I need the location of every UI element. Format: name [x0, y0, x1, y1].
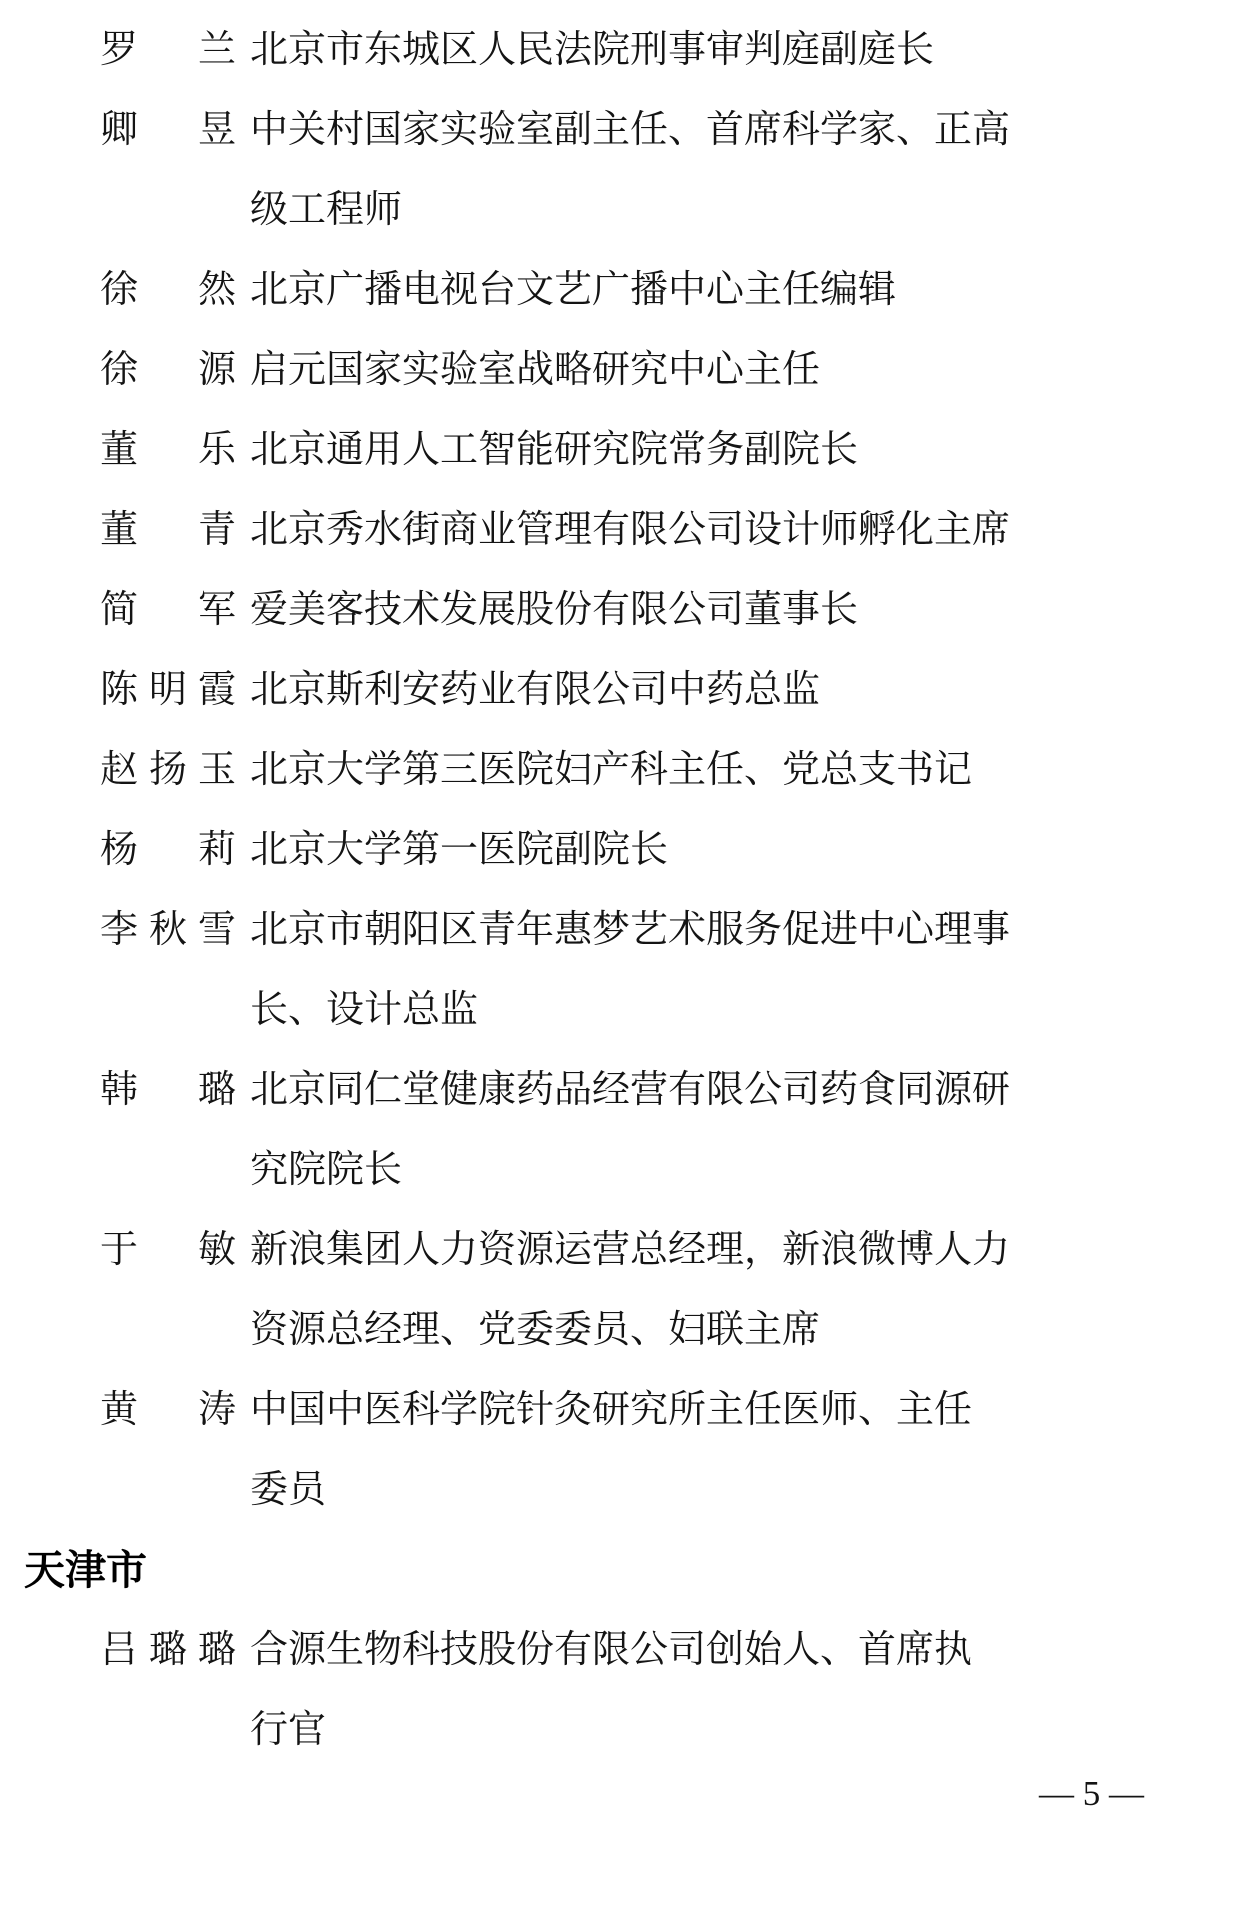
title-line: 资源总经理、党委委员、妇联主席: [250, 1309, 821, 1351]
list-item: [0, 1370, 1242, 1530]
title-line: 长、设计总监: [250, 989, 479, 1031]
title-line: 北京通用人工智能研究院常务副院长: [250, 429, 859, 471]
name-char: 然: [197, 269, 236, 311]
list-item: [0, 250, 1242, 330]
list-item: [0, 570, 1242, 650]
list-item: [0, 890, 1242, 1050]
name-char: 源: [197, 349, 236, 391]
name-char: 璐: [197, 1629, 236, 1671]
person-title: [250, 330, 820, 410]
title-line: 级工程师: [250, 189, 403, 231]
list-item: [0, 650, 1242, 730]
name-char: 杨: [100, 829, 139, 871]
list-item: [0, 1050, 1242, 1210]
title-line: 爱美客技术发展股份有限公司董事长: [250, 589, 859, 631]
name-char: 赵: [100, 749, 139, 791]
person-title: [250, 490, 1010, 570]
person-name: [100, 490, 236, 570]
list-item: [0, 730, 1242, 810]
title-line: 北京市东城区人民法院刑事审判庭副庭长: [250, 29, 935, 71]
name-char: 敏: [197, 1229, 236, 1271]
name-char: 卿: [100, 109, 139, 151]
title-line: 合源生物科技股份有限公司创始人、首席执: [250, 1629, 973, 1671]
person-name: [100, 330, 236, 410]
name-char: 秋: [148, 909, 187, 951]
name-char: 明: [148, 669, 187, 711]
name-char: 董: [100, 429, 139, 471]
title-line: 新浪集团人力资源运营总经理，新浪微博人力: [250, 1229, 1011, 1271]
person-name: [100, 90, 236, 170]
list-item: [0, 490, 1242, 570]
person-title: [250, 1050, 1010, 1210]
title-line: 北京同仁堂健康药品经营有限公司药食同源研: [250, 1069, 1011, 1111]
name-char: 董: [100, 509, 139, 551]
list-item: [0, 330, 1242, 410]
name-char: 黄: [100, 1389, 139, 1431]
title-line: 启元国家实验室战略研究中心主任: [250, 349, 821, 391]
person-title: [250, 570, 858, 650]
person-name: [100, 10, 236, 90]
title-line: 北京广播电视台文艺广播中心主任编辑: [250, 269, 897, 311]
name-char: 璐: [197, 1069, 236, 1111]
name-char: 昱: [197, 109, 236, 151]
person-title: [250, 410, 858, 490]
person-title: [250, 250, 896, 330]
name-char: 于: [100, 1229, 139, 1271]
name-char: 涛: [197, 1389, 236, 1431]
list-item: [0, 10, 1242, 90]
name-char: 徐: [100, 269, 139, 311]
list-item: [0, 810, 1242, 890]
person-name: [100, 250, 236, 330]
page-number: — 5 —: [1039, 1774, 1144, 1813]
person-name: [100, 650, 236, 730]
name-char: 简: [100, 589, 139, 631]
name-char: 玉: [197, 749, 236, 791]
person-title: [250, 1610, 972, 1770]
list-item: [0, 410, 1242, 490]
name-char: 璐: [148, 1629, 187, 1671]
name-char: 青: [197, 509, 236, 551]
name-char: 军: [197, 589, 236, 631]
name-char: 陈: [100, 669, 139, 711]
person-title: [250, 650, 820, 730]
name-char: 乐: [197, 429, 236, 471]
title-line: 北京大学第三医院妇产科主任、党总支书记: [250, 749, 973, 791]
person-name: [100, 570, 236, 650]
section-heading-tianjin: 天津市: [24, 1547, 147, 1593]
title-line: 中国中医科学院针灸研究所主任医师、主任: [250, 1389, 973, 1431]
person-name: [100, 1610, 236, 1690]
name-char: 韩: [100, 1069, 139, 1111]
name-char: 李: [100, 909, 139, 951]
person-name: [100, 1210, 236, 1290]
title-line: 北京市朝阳区青年惠梦艺术服务促进中心理事: [250, 909, 1011, 951]
name-char: 霞: [197, 669, 236, 711]
title-line: 中关村国家实验室副主任、首席科学家、正高: [250, 109, 1011, 151]
person-name: [100, 1370, 236, 1450]
name-char: 兰: [197, 29, 236, 71]
person-title: [250, 10, 934, 90]
person-name: [100, 810, 236, 890]
person-title: [250, 730, 972, 810]
person-title: [250, 810, 668, 890]
name-char: 罗: [100, 29, 139, 71]
person-title: [250, 1370, 972, 1530]
name-char: 扬: [148, 749, 187, 791]
honor-roll-list: [0, 10, 1242, 1770]
person-title: [250, 1210, 1010, 1370]
title-line: 究院院长: [250, 1149, 403, 1191]
name-char: 吕: [100, 1629, 139, 1671]
name-char: 徐: [100, 349, 139, 391]
name-char: 莉: [197, 829, 236, 871]
name-char: 雪: [197, 909, 236, 951]
list-item: [0, 90, 1242, 250]
person-name: [100, 1050, 236, 1130]
person-name: [100, 890, 236, 970]
person-title: [250, 890, 1010, 1050]
title-line: 北京大学第一医院副院长: [250, 829, 669, 871]
title-line: 北京秀水街商业管理有限公司设计师孵化主席: [250, 509, 1011, 551]
title-line: 北京斯利安药业有限公司中药总监: [250, 669, 821, 711]
title-line: 委员: [250, 1469, 327, 1511]
person-name: [100, 730, 236, 810]
list-item: [0, 1610, 1242, 1770]
person-name: [100, 410, 236, 490]
title-line: 行官: [250, 1709, 327, 1751]
list-item: [0, 1210, 1242, 1370]
person-title: [250, 90, 1010, 250]
